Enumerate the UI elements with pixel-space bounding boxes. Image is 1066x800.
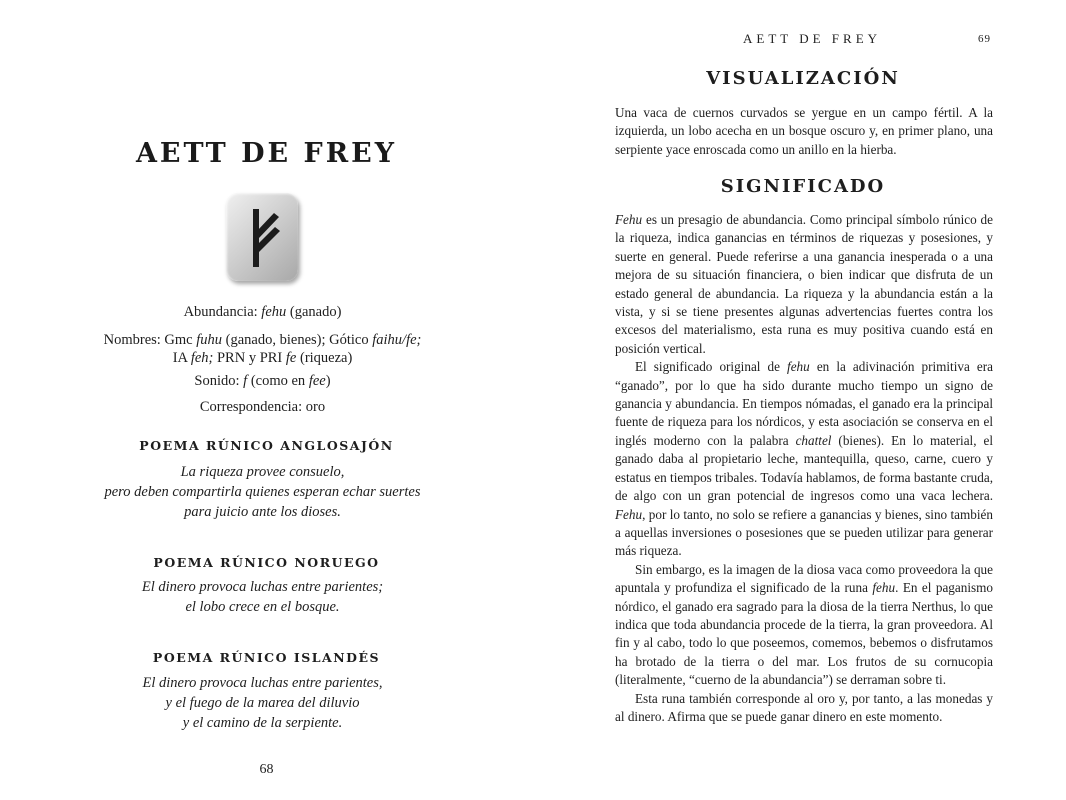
fehu-rune-stone-icon bbox=[226, 193, 298, 281]
poem-line: La riqueza provee consuelo, bbox=[180, 464, 345, 480]
nombres-prn-label: PRN y PRI bbox=[216, 350, 283, 366]
paragraph-text: Sin embargo, es la imagen de la diosa vaca como proveedora la que apuntala y profundiza el significado de la runa bbox=[615, 561, 993, 596]
sonido-word: fee bbox=[308, 373, 326, 389]
poem-line: para juicio ante los dioses. bbox=[184, 504, 341, 520]
nombres-mid: (ganado, bienes); Gótico bbox=[225, 332, 369, 348]
abundancia-meaning: (ganado) bbox=[289, 304, 342, 320]
fehu-rune-glyph-icon bbox=[226, 193, 298, 281]
rune-name: Fehu bbox=[615, 212, 643, 227]
page-number-left: 68 bbox=[259, 762, 274, 777]
significado-text bbox=[615, 211, 993, 726]
nombres-ia-label: IA bbox=[172, 350, 188, 366]
right-page bbox=[533, 0, 1066, 800]
sonido-end: ) bbox=[325, 373, 331, 389]
abundancia-label: Abundancia: bbox=[183, 304, 258, 320]
running-head: AETT DE FREY bbox=[743, 31, 882, 46]
nombres-gmc: fuhu bbox=[196, 332, 223, 348]
sonido-mid: (como en bbox=[250, 373, 306, 389]
nombres-gotico: faihu/fe; bbox=[372, 332, 422, 348]
paragraph-2 bbox=[615, 358, 993, 560]
paragraph-text: (bienes). En lo material, el ganado daba al propietario leche, mantequilla, queso, carne, cuero y estatus en tiempos tribales. Todavía hablamos, de forma bastante cruda, de algo con un gran potencial de ingresos como una vaca lechera. bbox=[615, 432, 993, 504]
poem-line: y el fuego de la marea del diluvio bbox=[165, 695, 360, 711]
poem-islandes bbox=[40, 673, 485, 733]
poem-line: pero deben compartirla quienes esperan echar suertes bbox=[104, 484, 421, 500]
nombres-prn: fe bbox=[285, 350, 297, 366]
abundancia-line bbox=[90, 303, 435, 321]
sonido-line bbox=[90, 372, 435, 390]
correspondencia-line: Correspondencia: oro bbox=[199, 399, 326, 415]
paragraph-3 bbox=[615, 561, 993, 690]
poem-title-noruego: POEMA RÚNICO NORUEGO bbox=[153, 555, 380, 570]
word-chattel: chattel bbox=[795, 432, 832, 448]
chapter-title: AETT DE FREY bbox=[135, 138, 397, 169]
rune-name: fehu bbox=[787, 359, 810, 375]
section-title-significado: SIGNIFICADO bbox=[720, 176, 886, 197]
paragraph-1 bbox=[615, 211, 993, 358]
paragraph-text: en la adivinación primitiva era “ganado”, por lo que ha sido durante mucho tiempo un signo de ganancia y abundancia. En tiempos nómadas, el ganado era la principal fuente de riqueza para los nórdicos, y esta asociación se conserva en el inglés moderno con la palabra bbox=[615, 359, 993, 448]
nombres-line bbox=[90, 331, 435, 367]
paragraph-text: . En el paganismo nórdico, el ganado era sagrado para la diosa de la tierra Nerthus, lo que indica que toda abundancia procede de la tierra, la gran proveedora. Al fin y al cabo, todo lo que poseemos, comemos, bebemos o disfrutamos ha brotado de la tierra o del mar. Los frutos de su cornucopia (literalmente, “cuerno de la abundancia”) se derraman sobre ti. bbox=[615, 580, 993, 688]
poem-anglosajon bbox=[40, 462, 485, 522]
poem-title-islandes: POEMA RÚNICO ISLANDÉS bbox=[152, 650, 381, 665]
rune-name: fehu bbox=[872, 580, 896, 596]
poem-line: El dinero provoca luchas entre parientes; bbox=[141, 579, 384, 595]
nombres-label: Nombres: Gmc bbox=[103, 332, 193, 348]
poem-line: El dinero provoca luchas entre parientes, bbox=[142, 675, 383, 691]
section-title-visualizacion: VISUALIZACIÓN bbox=[706, 68, 900, 89]
paragraph-4: Esta runa también corresponde al oro y, por tanto, a las monedas y al dinero. Afirma que se puede ganar dinero en este momento. bbox=[615, 690, 993, 724]
paragraph: Una vaca de cuernos curvados se yergue en un campo fértil. A la izquierda, un lobo acecha en un bosque oscuro y, en primer plano, una serpiente yace enroscada como un anillo en la hierba. bbox=[615, 105, 993, 157]
page-number-right: 69 bbox=[978, 33, 991, 45]
sonido-label: Sonido: bbox=[194, 373, 240, 389]
paragraph-text: , por lo tanto, no solo se refiere a ganancias y bienes, sino también a aquellas inversiones o posesiones que se pueden utilizar para generar más riqueza. bbox=[615, 506, 993, 559]
paragraph-text: El significado original de bbox=[635, 359, 788, 375]
poem-noruego bbox=[40, 577, 485, 617]
visualizacion-text bbox=[615, 104, 993, 159]
poem-title-anglosajon: POEMA RÚNICO ANGLOSAJÓN bbox=[139, 438, 394, 453]
sonido-letter: f bbox=[243, 373, 248, 389]
nombres-end: (riqueza) bbox=[299, 350, 353, 366]
nombres-ia: feh; bbox=[190, 350, 214, 366]
paragraph-text: es un presagio de abundancia. Como principal símbolo rúnico de la riqueza, indica ganancias en términos de riquezas y posesiones, y suerte en general. Puede referirse a una ganancia inesperada o a una mejora de su situación financiera, o bien indicar que disfruta de un estado general de abundancia. La riqueza y la abundancia están a la vista, y si se tiene presentes algunas advertencias fuertes contra los excesos del materialismo, esta runa es muy positiva cuando está en posición vertical. bbox=[615, 212, 993, 356]
rune-name: Fehu bbox=[615, 506, 643, 522]
abundancia-rune: fehu bbox=[261, 304, 287, 320]
poem-line: y el camino de la serpiente. bbox=[182, 715, 343, 731]
poem-line: el lobo crece en el bosque. bbox=[185, 599, 340, 615]
